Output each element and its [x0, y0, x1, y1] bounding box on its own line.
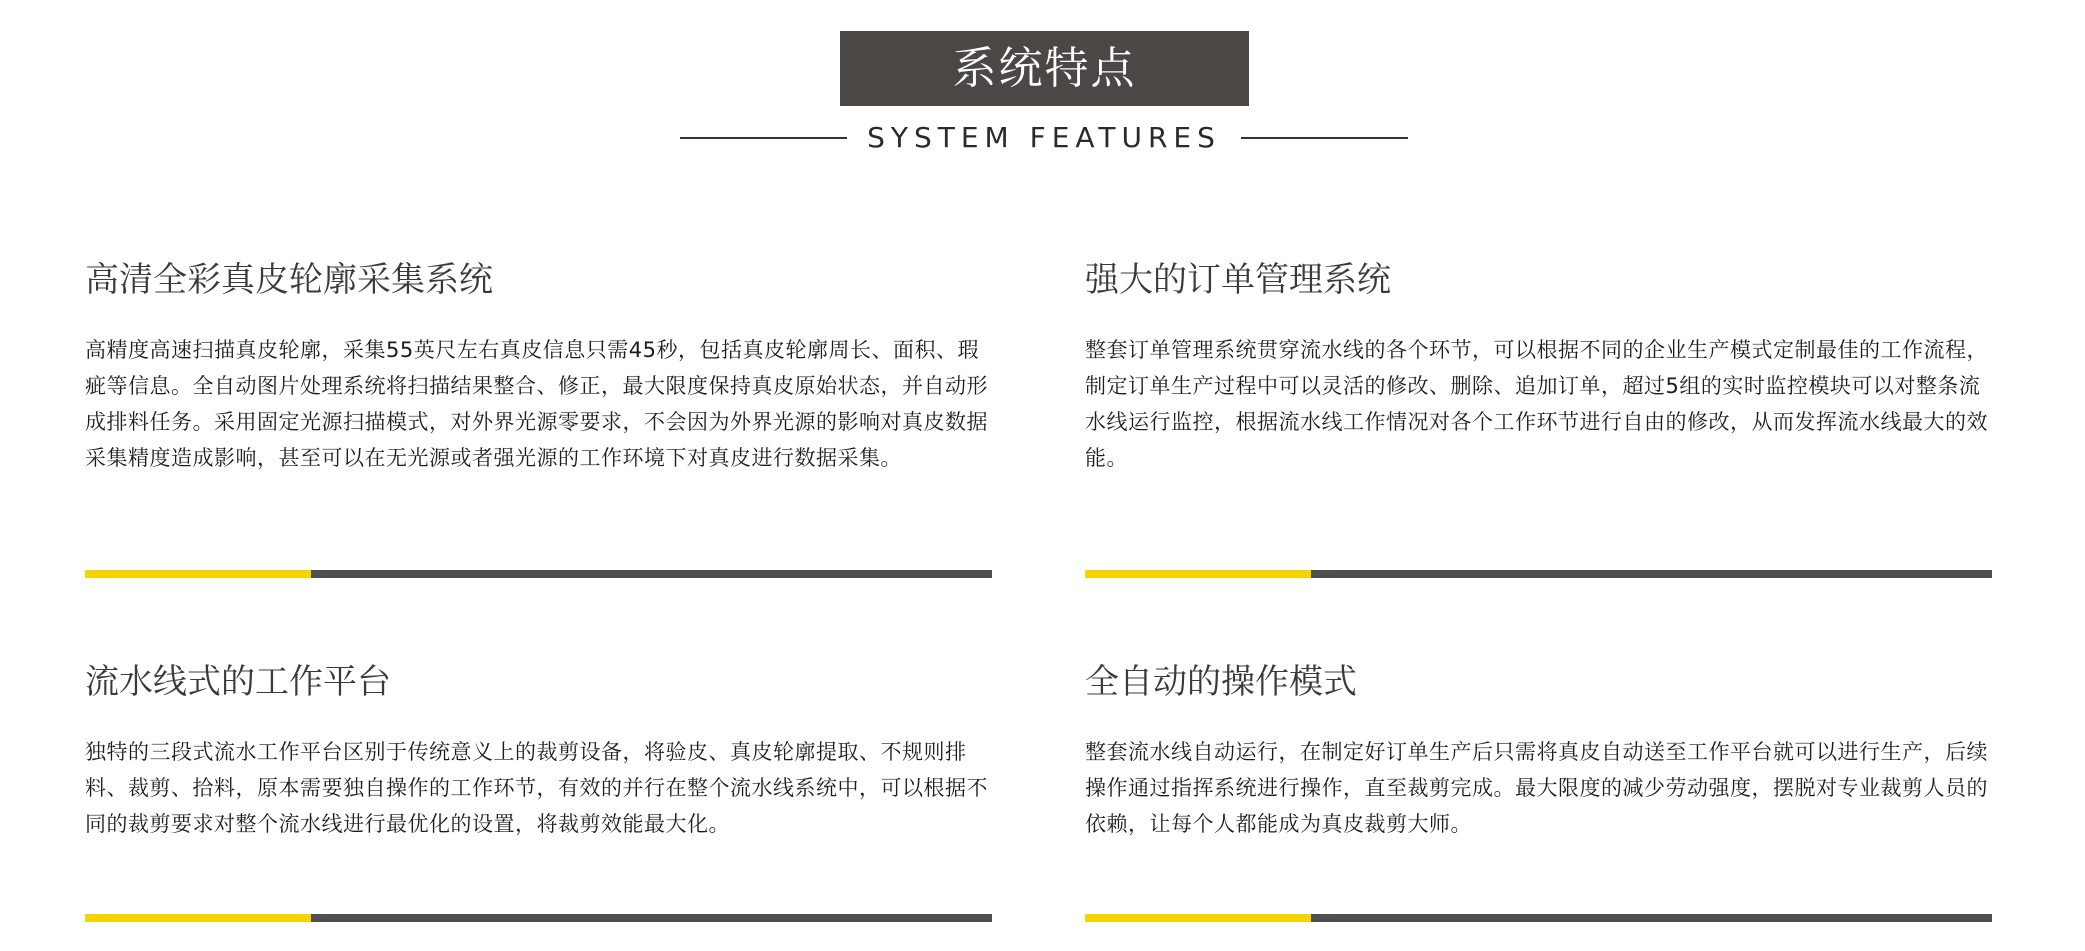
feature-divider-bar [1085, 914, 1992, 922]
feature-card-contour-capture [85, 258, 992, 476]
feature-title: 全自动的操作模式 [1085, 662, 1357, 702]
feature-title: 强大的订单管理系统 [1085, 260, 1391, 300]
section-subtitle-row [680, 118, 1408, 158]
feature-divider-accent [85, 570, 311, 578]
feature-divider-bar [1085, 570, 1992, 578]
feature-divider-bar [85, 914, 992, 922]
feature-divider-accent [1085, 914, 1311, 922]
feature-divider-accent [1085, 570, 1311, 578]
feature-divider-bar [85, 570, 992, 578]
section-subtitle: SYSTEM FEATURES [867, 121, 1221, 154]
feature-title: 流水线式的工作平台 [85, 662, 391, 702]
feature-description: 独特的三段式流水工作平台区别于传统意义上的裁剪设备，将验皮、真皮轮廓提取、不规则排料、裁剪、拾料，原本需要独自操作的工作环节，有效的并行在整个流水线系统中，可以根据不同的裁剪要求对整个流水线进行最优化的设置，将裁剪效能最大化。 [85, 740, 988, 836]
subtitle-divider-left [680, 137, 847, 139]
feature-card-order-management [1085, 258, 1992, 476]
feature-card-auto-operation [1085, 660, 1992, 842]
feature-title: 高清全彩真皮轮廓采集系统 [85, 260, 493, 300]
section-title: 系统特点 [840, 31, 1249, 106]
subtitle-divider-right [1241, 137, 1408, 139]
feature-description: 高精度高速扫描真皮轮廓，采集55英尺左右真皮信息只需45秒，包括真皮轮廓周长、面积、瑕疵等信息。全自动图片处理系统将扫描结果整合、修正，最大限度保持真皮原始状态，并自动形成排料任务。采用固定光源扫描模式，对外界光源零要求，不会因为外界光源的影响对真皮数据采集精度造成影响，甚至可以在无光源或者强光源的工作环境下对真皮进行数据采集。 [85, 338, 988, 470]
feature-description: 整套订单管理系统贯穿流水线的各个环节，可以根据不同的企业生产模式定制最佳的工作流程，制定订单生产过程中可以灵活的修改、删除、追加订单，超过5组的实时监控模块可以对整条流水线运行监控，根据流水线工作情况对各个工作环节进行自由的修改，从而发挥流水线最大的效能。 [1085, 338, 1988, 470]
feature-description: 整套流水线自动运行，在制定好订单生产后只需将真皮自动送至工作平台就可以进行生产，后续操作通过指挥系统进行操作，直至裁剪完成。最大限度的减少劳动强度，摆脱对专业裁剪人员的依赖，让每个人都能成为真皮裁剪大师。 [1085, 740, 1988, 836]
feature-divider-accent [85, 914, 311, 922]
feature-card-pipeline-platform [85, 660, 992, 842]
